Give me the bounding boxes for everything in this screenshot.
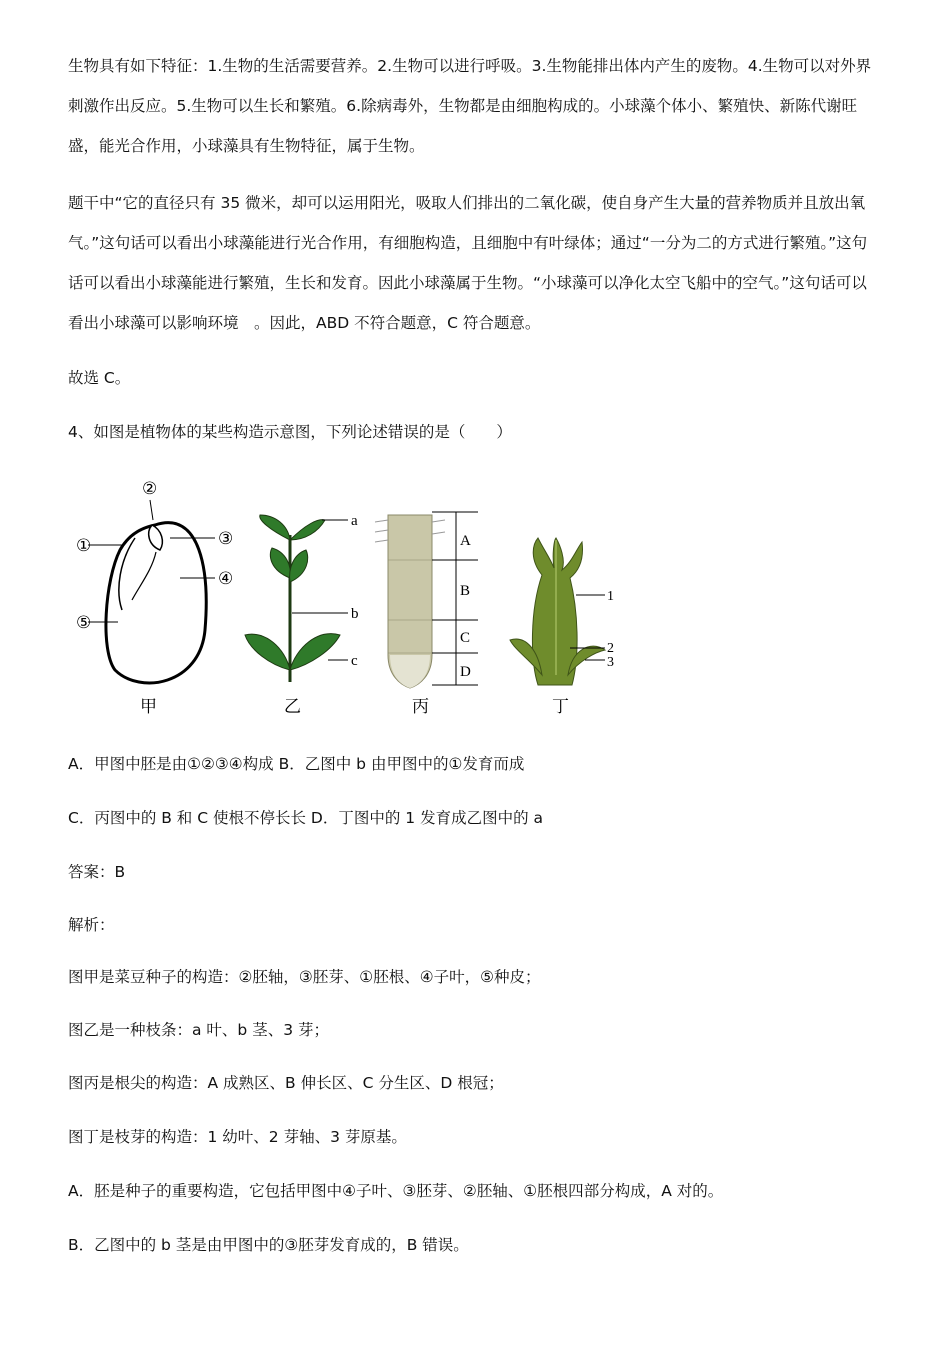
analysis-seed: 图甲是菜豆种子的构造：②胚轴，③胚芽、①胚根、④子叶，⑤种皮；: [68, 968, 541, 986]
analysis-option-b: B．乙图中的 b 茎是由甲图中的③胚芽发育成的，B 错误。: [68, 1236, 469, 1254]
shoot-label-a: a: [351, 513, 358, 529]
shoot-diagram: [245, 513, 359, 717]
root-tip-diagram: [375, 512, 478, 717]
bud-label-3: 3: [607, 655, 614, 670]
analysis-bud: 图丁是枝芽的构造：1 幼叶、2 芽轴、3 芽原基。: [68, 1128, 407, 1146]
root-label-A: A: [460, 533, 471, 549]
analysis-title: 解析：: [68, 916, 115, 934]
bud-label-2: 2: [607, 641, 614, 656]
seed-diagram: [76, 479, 233, 717]
paragraph-choice-c: 故选 C。: [68, 369, 131, 387]
answer: 答案：B: [68, 863, 126, 881]
question-4: 4、如图是植物体的某些构造示意图，下列论述错误的是（ ）: [68, 423, 512, 441]
root-label-C: C: [460, 630, 471, 646]
shoot-label-b: b: [351, 606, 359, 622]
caption-ding: 丁: [552, 697, 569, 717]
paragraph-organism-features: 生物具有如下特征：1.生物的生活需要营养。2.生物可以进行呼吸。3.生物能排出体内产生的废物。4.生物可以对外界刺激作出反应。5.生物可以生长和繁殖。6.除病毒外，生物都是由细胞构成的。小球藻个体小、繁殖快、新陈代谢旺盛，能光合作用，小球藻具有生物特征，属于生物。: [68, 57, 872, 155]
paragraph-chlorella-analysis: 题干中“它的直径只有 35 微米，却可以运用阳光，吸取人们排出的二氧化碳，使自身产生大量的营养物质并且放出氧气。”这句话可以看出小球藻能进行光合作用，有细胞构造，且细胞中有叶绿体；通过“一分为二的方式进行繁殖。”这句话可以看出小球藻能进行繁殖，生长和发育。因此小球藻属于生物。“小球藻可以净化太空飞船中的空气。”这句话可以看出小球藻可以影响环境 。因此，ABD 不符合题意，C 符合题意。: [68, 194, 868, 332]
root-label-D: D: [460, 664, 471, 680]
bud-diagram: [510, 538, 614, 717]
seed-label-5: ⑤: [76, 613, 92, 632]
options-a-b: A．甲图中胚是由①②③④构成 B．乙图中 b 由甲图中的①发育而成: [68, 755, 525, 773]
caption-yi: 乙: [284, 697, 301, 717]
caption-bing: 丙: [412, 697, 429, 717]
shoot-label-c: c: [351, 653, 358, 669]
seed-label-4: ④: [218, 569, 234, 588]
caption-jia: 甲: [140, 697, 157, 717]
analysis-root-tip: 图丙是根尖的构造：A 成熟区、B 伸长区、C 分生区、D 根冠；: [68, 1074, 504, 1092]
root-label-B: B: [460, 583, 471, 599]
seed-label-1: ①: [76, 536, 92, 555]
plant-structure-figure: [60, 470, 640, 730]
analysis-option-a: A．胚是种子的重要构造，它包括甲图中④子叶、③胚芽、②胚轴、①胚根四部分构成，A 对的。: [68, 1182, 724, 1200]
seed-label-3: ③: [218, 529, 234, 548]
bud-label-1: 1: [607, 589, 614, 604]
options-c-d: C．丙图中的 B 和 C 使根不停长长 D．丁图中的 1 发育成乙图中的 a: [68, 809, 543, 827]
analysis-shoot: 图乙是一种枝条：a 叶、b 茎、3 芽；: [68, 1021, 329, 1039]
seed-label-2: ②: [142, 479, 158, 498]
